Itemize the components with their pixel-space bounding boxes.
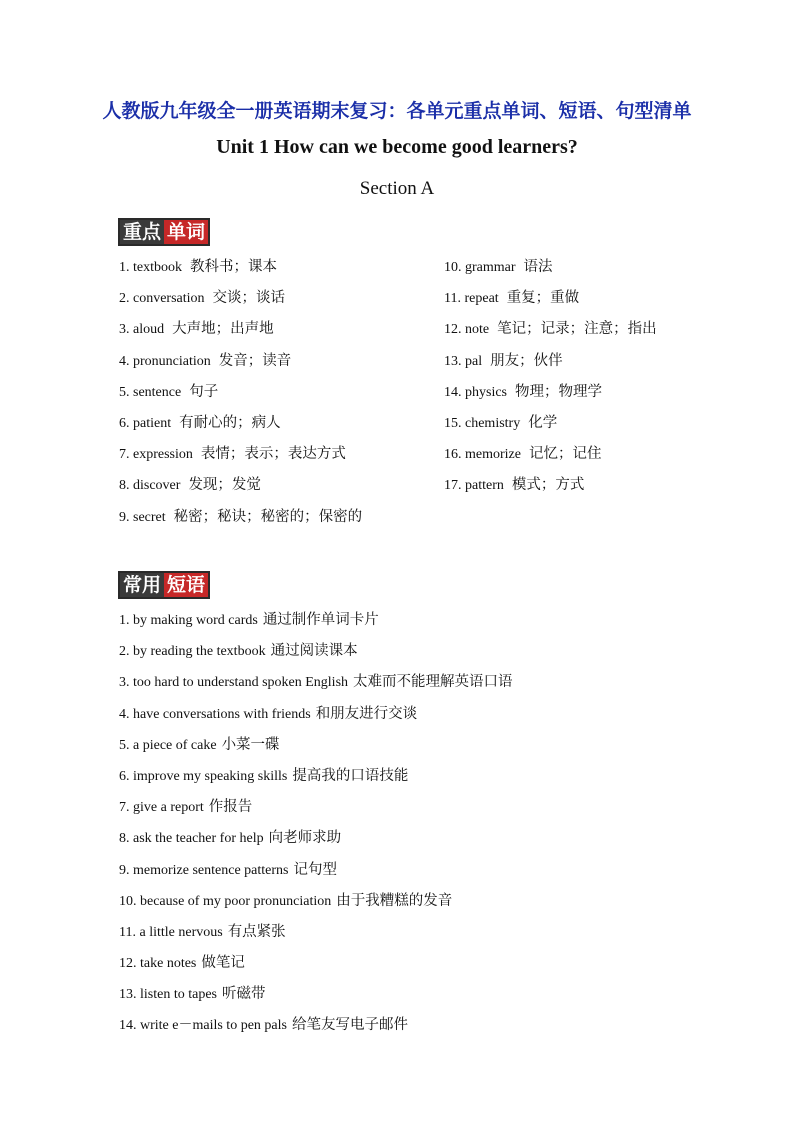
badge-label-left: 常用	[120, 573, 164, 597]
list-item	[119, 890, 513, 921]
page-title: 人教版九年级全一册英语期末复习：各单元重点单词、短语、句型清单	[102, 100, 692, 122]
english-word: physics	[465, 384, 507, 400]
list-item	[119, 640, 513, 671]
chinese-meaning: 句子	[189, 383, 219, 400]
chinese-meaning: 交谈；谈话	[212, 290, 286, 307]
item-number: 3.	[119, 675, 130, 691]
chinese-meaning: 朋友；伙伴	[490, 352, 563, 369]
chinese-meaning: 表情；表示；表达方式	[200, 446, 346, 463]
list-item	[444, 381, 657, 412]
chinese-meaning: 记句型	[293, 861, 337, 878]
item-number: 14.	[119, 1018, 137, 1034]
english-word: repeat	[464, 291, 499, 307]
english-phrase: take notes	[140, 956, 197, 972]
list-item	[119, 443, 362, 474]
chinese-meaning: 发音；读音	[218, 352, 292, 369]
english-word: expression	[133, 447, 193, 463]
chinese-meaning: 有点紧张	[227, 923, 286, 940]
item-number: 3.	[119, 322, 130, 338]
chinese-meaning: 听磁带	[222, 986, 266, 1003]
item-number: 10.	[444, 260, 462, 275]
chinese-meaning: 做笔记	[201, 955, 245, 972]
chinese-meaning: 大声地；出声地	[172, 321, 274, 338]
list-item	[119, 983, 513, 1014]
item-number: 7.	[119, 447, 130, 463]
item-number: 13.	[119, 987, 137, 1003]
unit-title: Unit 1 How can we become good learners?	[216, 136, 578, 158]
list-item	[444, 474, 657, 505]
chinese-meaning: 物理；物理学	[515, 383, 602, 400]
section-title: Section A	[359, 178, 435, 199]
common-phrases-badge	[118, 571, 210, 599]
item-number: 12.	[444, 322, 462, 338]
english-word: sentence	[133, 384, 182, 400]
chinese-meaning: 模式；方式	[511, 477, 585, 494]
item-number: 5.	[119, 384, 130, 400]
list-item	[119, 506, 362, 537]
list-item	[444, 443, 657, 474]
list-item	[119, 671, 513, 702]
english-phrase: ask the teacher for help	[133, 831, 264, 847]
item-number: 16.	[444, 447, 462, 463]
item-number: 14.	[444, 384, 462, 400]
chinese-meaning: 小菜一碟	[221, 736, 280, 753]
english-word: pattern	[465, 478, 504, 494]
item-number: 8.	[119, 831, 130, 847]
list-item	[119, 318, 362, 349]
english-phrase: a piece of cake	[133, 737, 217, 753]
badge-label-left: 重点	[120, 220, 164, 244]
list-item	[119, 859, 513, 890]
badge-label-right: 短语	[164, 573, 208, 597]
item-number: 1.	[119, 613, 130, 628]
chinese-meaning: 给笔友写电子邮件	[291, 1017, 408, 1034]
item-number: 6.	[119, 768, 130, 784]
item-number: 2.	[119, 291, 130, 307]
english-word: secret	[133, 509, 166, 525]
item-number: 2.	[119, 644, 130, 660]
item-number: 9.	[119, 862, 130, 878]
chinese-meaning: 通过阅读课本	[270, 643, 358, 660]
phrase-list	[119, 609, 513, 1046]
list-item	[119, 381, 362, 412]
list-item	[119, 703, 513, 734]
badge-label-right: 单词	[164, 220, 208, 244]
item-number: 11.	[119, 924, 136, 940]
vocabulary-list-right	[444, 256, 657, 506]
item-number: 6.	[119, 415, 130, 431]
item-number: 10.	[119, 893, 137, 909]
item-number: 12.	[119, 956, 137, 972]
english-word: pronunciation	[133, 353, 211, 369]
item-number: 15.	[444, 415, 462, 431]
english-phrase: listen to tapes	[140, 987, 217, 1003]
item-number: 11.	[444, 291, 461, 307]
list-item	[119, 1014, 513, 1045]
chinese-meaning: 发现；发觉	[188, 477, 261, 494]
item-number: 9.	[119, 509, 130, 525]
chinese-meaning: 有耐心的；病人	[179, 414, 281, 431]
english-phrase: write e－mails to pen pals	[140, 1018, 287, 1034]
list-item	[119, 474, 362, 505]
list-item	[119, 765, 513, 796]
english-word: patient	[133, 415, 172, 431]
english-word: discover	[133, 478, 181, 494]
english-phrase: by reading the textbook	[133, 644, 266, 660]
list-item	[444, 287, 657, 318]
list-item	[119, 952, 513, 983]
list-item	[444, 412, 657, 443]
chinese-meaning: 向老师求助	[268, 830, 342, 847]
item-number: 7.	[119, 800, 130, 816]
list-item	[444, 318, 657, 349]
list-item	[119, 256, 362, 287]
vocabulary-list-left	[119, 256, 362, 537]
chinese-meaning: 由于我糟糕的发音	[336, 892, 453, 909]
list-item	[119, 609, 513, 640]
item-number: 13.	[444, 353, 462, 369]
english-word: textbook	[133, 260, 182, 275]
chinese-meaning: 作报告	[208, 799, 253, 816]
english-word: pal	[465, 353, 483, 369]
list-item	[119, 287, 362, 318]
list-item	[119, 412, 362, 443]
list-item	[119, 827, 513, 858]
chinese-meaning: 和朋友进行交谈	[315, 705, 418, 722]
english-word: conversation	[133, 291, 205, 307]
chinese-meaning: 记忆；记住	[528, 446, 602, 463]
chinese-meaning: 通过制作单词卡片	[262, 612, 379, 628]
english-word: grammar	[465, 260, 516, 275]
chinese-meaning: 秘密；秘诀；秘密的；保密的	[173, 508, 363, 525]
english-phrase: have conversations with friends	[133, 706, 311, 722]
chinese-meaning: 教科书；课本	[190, 259, 277, 275]
chinese-meaning: 语法	[523, 259, 553, 275]
chinese-meaning: 重复；重做	[506, 290, 580, 307]
item-number: 5.	[119, 737, 130, 753]
list-item	[119, 921, 513, 952]
list-item	[119, 734, 513, 765]
list-item	[119, 796, 513, 827]
list-item	[444, 256, 657, 287]
english-word: note	[465, 322, 490, 338]
english-phrase: memorize sentence patterns	[133, 862, 289, 878]
chinese-meaning: 笔记；记录；注意；指出	[497, 321, 657, 338]
english-word: memorize	[465, 447, 521, 463]
english-phrase: because of my poor pronunciation	[140, 893, 332, 909]
english-phrase: improve my speaking skills	[133, 768, 288, 784]
chinese-meaning: 化学	[528, 414, 558, 431]
item-number: 8.	[119, 478, 130, 494]
english-phrase: by making word cards	[133, 613, 258, 628]
item-number: 4.	[119, 706, 130, 722]
key-vocabulary-badge	[118, 218, 210, 246]
list-item	[119, 350, 362, 381]
english-word: chemistry	[465, 415, 521, 431]
item-number: 17.	[444, 478, 462, 494]
english-word: aloud	[133, 322, 165, 338]
chinese-meaning: 提高我的口语技能	[292, 767, 409, 784]
item-number: 4.	[119, 353, 130, 369]
list-item	[444, 350, 657, 381]
english-phrase: give a report	[133, 800, 204, 816]
chinese-meaning: 太难而不能理解英语口语	[353, 674, 513, 691]
english-phrase: too hard to understand spoken English	[133, 675, 349, 691]
english-phrase: a little nervous	[139, 924, 223, 940]
item-number: 1.	[119, 260, 130, 275]
